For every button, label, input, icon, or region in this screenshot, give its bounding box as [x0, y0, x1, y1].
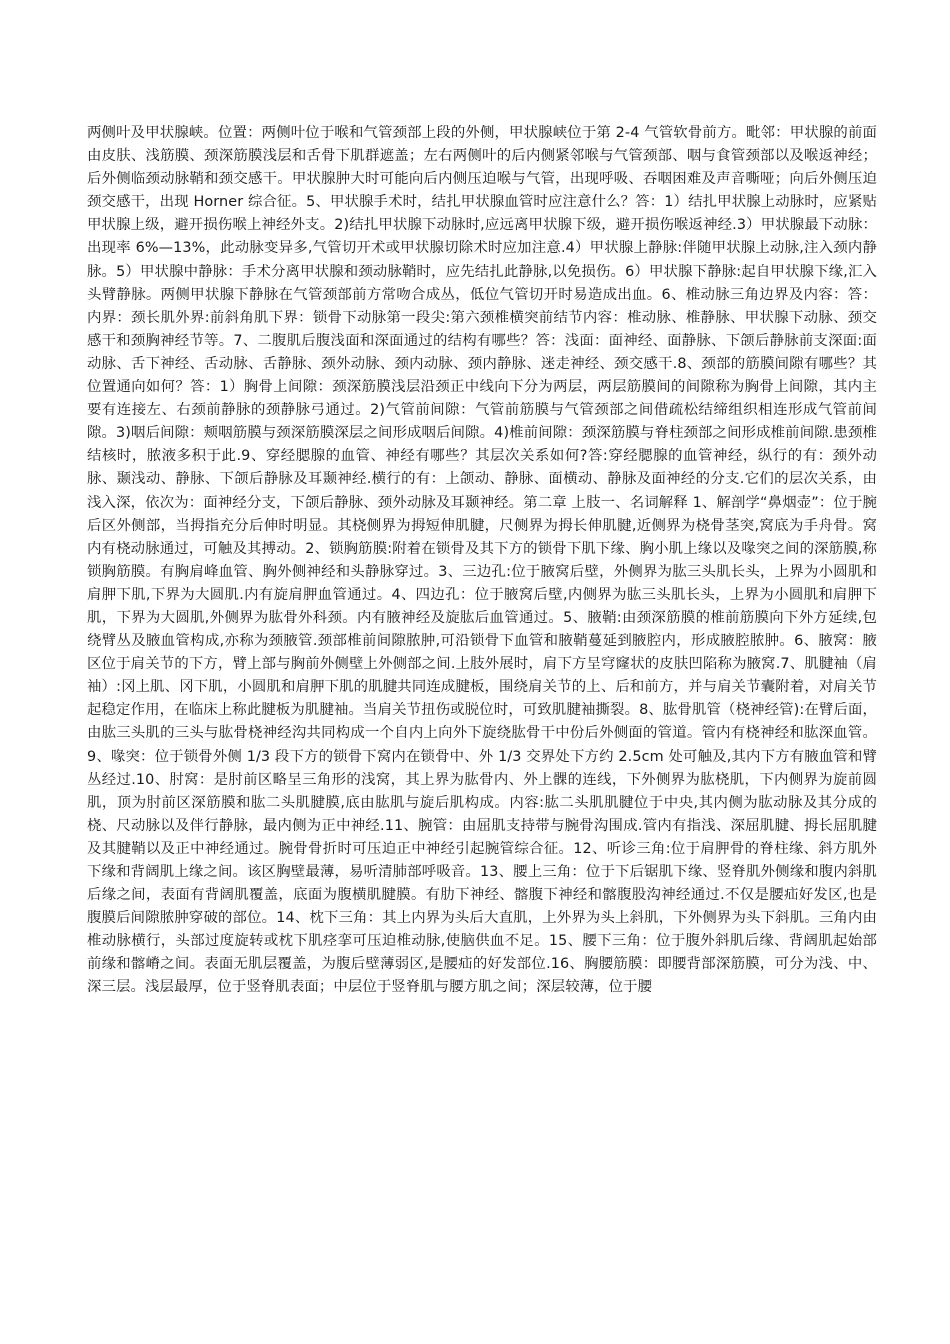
body-paragraph: 两侧叶及甲状腺峡。位置：两侧叶位于喉和气管颈部上段的外侧，甲状腺峡位于第 2-4 气管软骨前方。毗邻：甲状腺的前面由皮肤、浅筋膜、颈深筋膜浅层和舌骨下肌群遮盖；左右两侧叶的后内侧紧邻喉与气管颈部、咽与食管颈部以及喉返神经；后外侧临颈动脉鞘和颈交感干。甲状腺肿大时可能向后内侧压迫喉与气管，出现呼吸、吞咽困难及声音嘶哑；向后外侧压迫颈交感干，出现 Horner 综合征。5、甲状腺手术时，结扎甲状腺血管时应注意什么？答：1）结扎甲状腺上动脉时，应紧贴甲状腺上级，避开损伤喉上神经外支。2)结扎甲状腺下动脉时,应远离甲状腺下级，避开损伤喉返神经.3）甲状腺最下动脉：出现率 6%—13%，此动脉变异多,气管切开术或甲状腺切除术时应加注意.4）甲状腺上静脉:伴随甲状腺上动脉,注入颈内静脉。5）甲状腺中静脉：手术分离甲状腺和颈动脉鞘时，应先结扎此静脉,以免损伤。6）甲状腺下静脉:起自甲状腺下缘,汇入头臂静脉。两侧甲状腺下静脉在气管颈部前方常吻合成丛，低位气管切开时易造成出血。6、椎动脉三角边界及内容：答：内界：颈长肌外界:前斜角肌下界：锁骨下动脉第一段尖:第六颈椎横突前结节内容：椎动脉、椎静脉、甲状腺下动脉、颈交感干和颈胸神经节等。7、二腹肌后腹浅面和深面通过的结构有哪些？答：浅面：面神经、面静脉、下颌后静脉前支深面:面动脉、舌下神经、舌动脉、舌静脉、颈外动脉、颈内动脉、颈内静脉、迷走神经、颈交感干.8、颈部的筋膜间隙有哪些？其位置通向如何？答：1）胸骨上间隙：颈深筋膜浅层沿颈正中线向下分为两层，两层筋膜间的间隙称为胸骨上间隙，其内主要有连接左、右颈前静脉的颈静脉弓通过。2)气管前间隙：气管前筋膜与气管颈部之间借疏松结缔组织相连形成气管前间隙。3)咽后间隙：颊咽筋膜与颈深筋膜深层之间形成咽后间隙。4)椎前间隙：颈深筋膜与脊柱颈部之间形成椎前间隙.患颈椎结核时，脓液多积于此.9、穿经腮腺的血管、神经有哪些？其层次关系如何?答:穿经腮腺的血管神经，纵行的有：颈外动脉、颞浅动、静脉、下颌后静脉及耳颞神经.横行的有：上颌动、静脉、面横动、静脉及面神经的分支.它们的层次关系，由浅入深，依次为：面神经分支，下颌后静脉、颈外动脉及耳颞神经。第二章 上肢一、名词解释 1、解剖学“鼻烟壶”：位于腕后区外侧部，当拇指充分后伸时明显。其桡侧界为拇短伸肌腱，尺侧界为拇长伸肌腱,近侧界为桡骨茎突,窝底为手舟骨。窝内有桡动脉通过，可触及其搏动。2、锁胸筋膜:附着在锁骨及其下方的锁骨下肌下缘、胸小肌上缘以及喙突之间的深筋膜,称锁胸筋膜。有胸肩峰血管、胸外侧神经和头静脉穿过。3、三边孔:位于腋窝后壁，外侧界为肱三头肌长头，上界为小圆肌和肩胛下肌,下界为大圆肌.内有旋肩胛血管通过。4、四边孔：位于腋窝后壁,内侧界为肱三头肌长头，上界为小圆肌和肩胛下肌，下界为大圆肌,外侧界为肱骨外科颈。内有腋神经及旋肱后血管通过。5、腋鞘:由颈深筋膜的椎前筋膜向下外方延续,包绕臂丛及腋血管构成,亦称为颈腋管.颈部椎前间隙脓肿,可沿锁骨下血管和腋鞘蔓延到腋腔内，形成腋腔脓肿。6、腋窝：腋区位于肩关节的下方，臂上部与胸前外侧壁上外侧部之间.上肢外展时，肩下方呈穹窿状的皮肤凹陷称为腋窝.7、肌腱袖（肩袖）:冈上肌、冈下肌，小圆肌和肩胛下肌的肌腱共同连成腱板，围绕肩关节的上、后和前方，并与肩关节囊附着，对肩关节起稳定作用，在临床上称此腱板为肌腱袖。当肩关节扭伤或脱位时，可致肌腱袖撕裂。8、肱骨肌管（桡神经管):在臂后面，由肱三头肌的三头与肱骨桡神经沟共同构成一个自内上向外下旋绕肱骨干中份后外侧面的管道。管内有桡神经和肱深血管。9、喙突：位于锁骨外侧 1/3 段下方的锁骨下窝内在锁骨中、外 1/3 交界处下方约 2.5cm 处可触及,其内下方有腋血管和臂丛经过.10、肘窝：是肘前区略呈三角形的浅窝，其上界为肱骨内、外上髁的连线，下外侧界为肱桡肌，下内侧界为旋前圆肌，顶为肘前区深筋膜和肱二头肌腱膜,底由肱肌与旋后肌构成。内容:肱二头肌肌腱位于中央,其内侧为肱动脉及其分成的桡、尺动脉以及伴行静脉，最内侧为正中神经.11、腕管：由屈肌支持带与腕骨沟围成.管内有指浅、深屈肌腱、拇长屈肌腱及其腱鞘以及正中神经通过。腕骨骨折时可压迫正中神经引起腕管综合征。12、听诊三角:位于肩胛骨的脊柱缘、斜方肌外下缘和背阔肌上缘之间。该区胸壁最薄，易听清肺部呼吸音。13、腰上三角：位于下后锯肌下缘、竖脊肌外侧缘和腹内斜肌后缘之间，表面有背阔肌覆盖，底面为腹横肌腱膜。有肋下神经、髂腹下神经和髂腹股沟神经通过.不仅是腰疝好发区,也是腹膜后间隙脓肿穿破的部位。14、枕下三角：其上内界为头后大直肌，上外界为头上斜肌，下外侧界为头下斜肌。三角内由椎动脉横行，头部过度旋转或枕下肌痉挛可压迫椎动脉,使脑供血不足。15、腰下三角：位于腹外斜肌后缘、背阔肌起始部前缘和髂嵴之间。表面无肌层覆盖，为腹后壁薄弱区,是腰疝的好发部位.16、胸腰筋膜：即腰背部深筋膜，可分为浅、中、深三层。浅层最厚，位于竖脊肌表面；中层位于竖脊肌与腰方肌之间；深层较薄，位于腰: [87, 125, 877, 996]
